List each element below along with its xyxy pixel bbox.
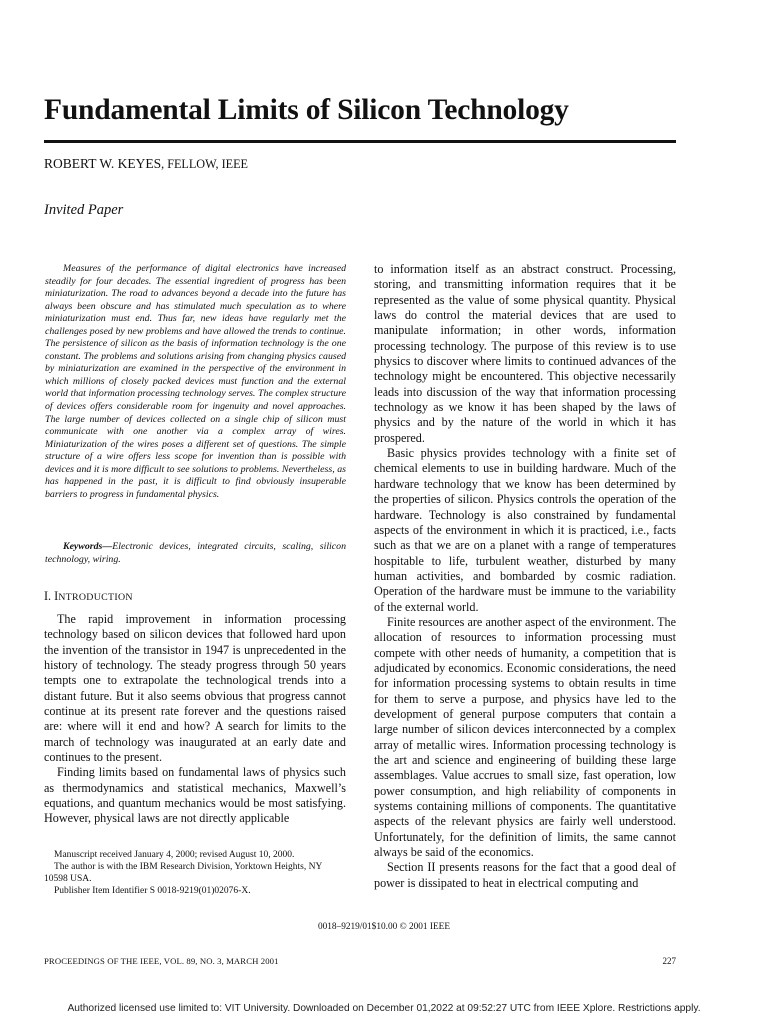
abstract: Measures of the performance of digital electronics have increased steadily for four decades. The essential ingredient of progress has been miniaturization. The road to advances beyond a decade into the future has always been obscure and has stimulated much speculation as to where miniaturization must end. Thus far, new ideas have regularly met the challenges posed by new problems and have allowed the trends to continue. The persistence of silicon as the basis of information technology is the one constant. The problems and solutions arising from changing physics caused by miniaturization are examined in the perspective of the environment in which millions of closely packed devices must function and the external world that information processing technology serves. The complex structure of devices offers considerable room for ingenuity and novel approaches. The large number of devices collected on a single chip of silicon must communicate with one another via a complex array of wires. Miniaturization of the wires poses a different set of questions. The simple structure of a wire offers less scope for invention than is possible with devices and it is more difficult to see solutions to problems. Nevertheless, as has happened in the past, it is difficult to find obviously insuperable barriers to progress in fundamental physics.: [45, 263, 346, 500]
section-title-rest: NTRODUCTION: [58, 592, 133, 603]
body-paragraph: to information itself as an abstract construct. Processing, storing, and transmitting information requires that it be represented as the value of some physical quantity. Physical laws do control the material devices that are used to manipulate information; in other words, information processing technology. The purpose of this review is to use physics to discover where limits to continued advances of the technology might be encountered. This objective necessarily leads into discussion of the way that information processing technology as we know it has been shaped by the laws of physics and by the nature of the world in which it has prospered.: [374, 262, 676, 445]
footnotes: [44, 850, 346, 898]
body-paragraph: The rapid improvement in information processing technology based on silicon devices that followed hard upon the invention of the transistor in 1947 is unprecedented in the history of technology. The steady progress through 50 years tempts one to extrapolate the technological trends into a distant future. But it also seems obvious that progress cannot continue at its present rate forever and the questions raised are: where will it end and how? A search for limits to the march of technology was inaugurated at an early date and continues to the present.: [44, 612, 346, 765]
footnote-manuscript: Manuscript received January 4, 2000; revised August 10, 2000.: [54, 850, 295, 860]
section-initial: I: [54, 589, 59, 603]
section-heading: [44, 588, 133, 606]
page-number: 227: [662, 956, 676, 966]
paper-title: Fundamental Limits of Silicon Technology: [44, 94, 569, 126]
keywords: [45, 541, 346, 566]
body-paragraph: Section II presents reasons for the fact that a good deal of power is dissipated to heat in electrical computing and: [374, 860, 676, 890]
author-name: ROBERT W. KEYES: [44, 156, 162, 171]
paper-type: Invited Paper: [44, 202, 124, 218]
footnote-identifier: Publisher Item Identifier S 0018-9219(01)02076-X.: [54, 885, 251, 896]
body-paragraph: Finding limits based on fundamental laws of physics such as thermodynamics and statistical mechanics, Maxwell’s equations, and quantum mechanics would be most satisfying. However, physical laws are not directly applicable: [44, 765, 346, 826]
journal-footer: PROCEEDINGS OF THE IEEE, VOL. 89, NO. 3, MARCH 2001: [44, 956, 279, 966]
author-affiliation: , FELLOW, IEEE: [161, 157, 248, 171]
body-paragraph: Finite resources are another aspect of the environment. The allocation of resources to information processing must compete with other needs of humanity, a competition that is adjudicated by economics. Economic considerations, the need for information processing systems to obtain results in time for them to serve a purpose, and physics have led to the development of general purpose computers that contain a large number of silicon devices interconnected by a complex array of metallic wires. Information processing technology is the art and science and engineering of building these large assemblages. Value accrues to small size, fast operation, low power consumption, and high reliability of components in systems containing millions of components. The quantitative aspects of the relevant physics are fairly well understood. Unfortunately, for the definition of limits, the same cannot always be said of the economics.: [374, 614, 676, 860]
copyright-line: 0018–9219/01$10.00 © 2001 IEEE: [317, 922, 451, 932]
right-column: [374, 262, 676, 891]
body-paragraph: Basic physics provides technology with a finite set of chemical elements to use in building hardware. Much of the hardware technology that we know has been determined by the properties of silicon. Physics controls the operation of the hardware. Technology is also constrained by fundamental aspects of the environment in which it is practiced, i.e., facts such as that we are on a planet with a range of temperatures hospitable to life, turbulent weather, disturbed by many human activities, and bombarded by cosmic radiation. Operation of the hardware must be immune to the variability of the external world.: [374, 446, 676, 614]
section-number: I.: [44, 589, 52, 603]
keywords-label: Keywords—: [63, 541, 113, 552]
title-rule: [44, 140, 676, 143]
footnote-affiliation: The author is with the IBM Research Division, Yorktown Heights, NY 10598 USA.: [44, 861, 322, 884]
author-line: [44, 155, 248, 173]
license-notice: Authorized licensed use limited to: VIT University. Downloaded on December 01,2022 at 09:52:27 UTC from IEEE Xplore. Restrictions apply.: [67, 1003, 701, 1014]
keywords-text: Electronic devices, integrated circuits, scaling, silicon technology, wiring.: [45, 541, 346, 565]
left-column: [44, 612, 346, 827]
